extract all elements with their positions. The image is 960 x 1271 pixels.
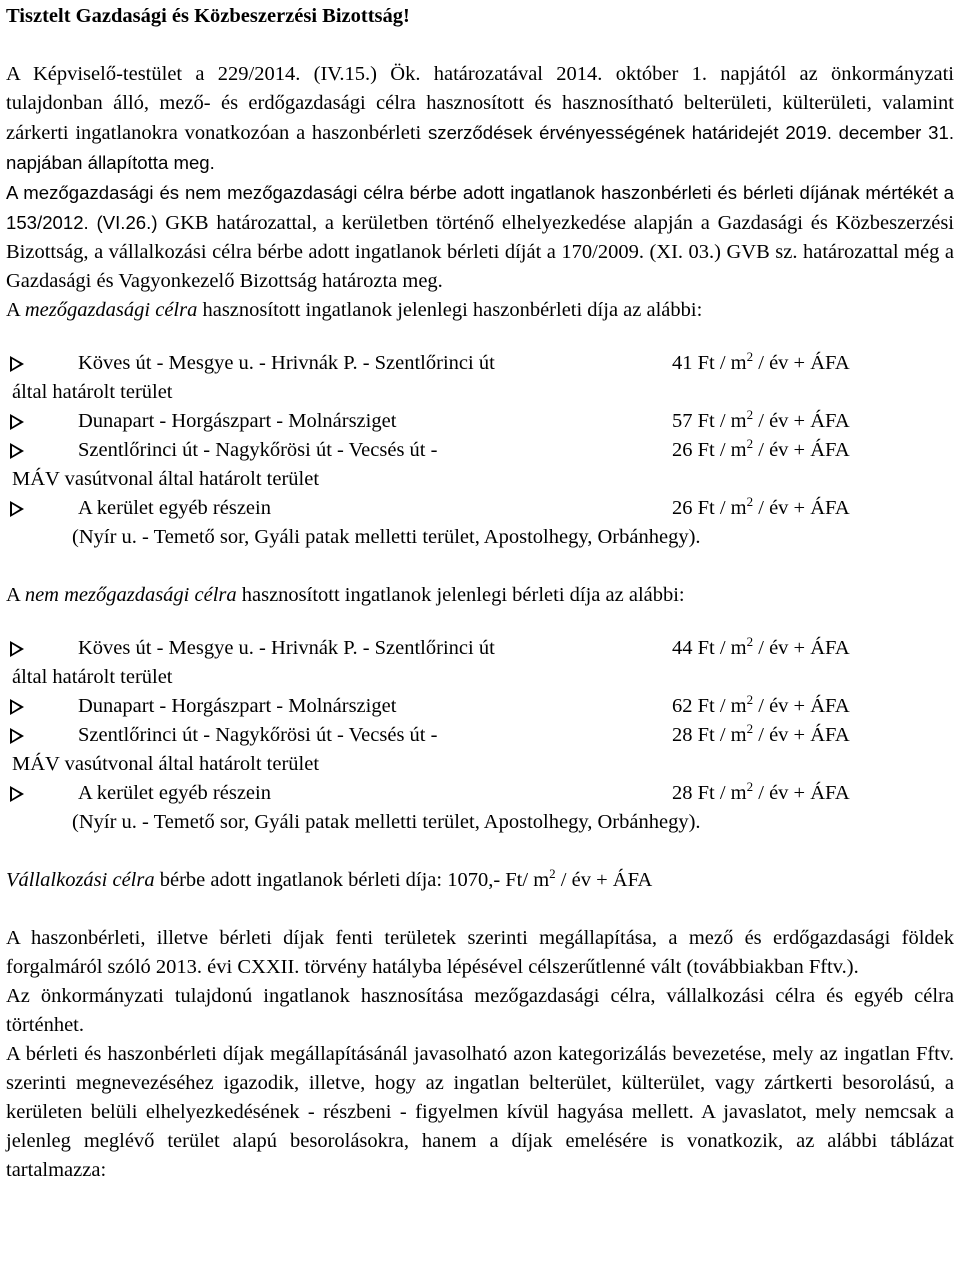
rate-location-text: Dunapart - Horgászpart - Molnársziget [78,695,397,717]
agri-lead-a: A [6,299,25,321]
business-rate-line [6,866,954,895]
rate-value-a: 26 Ft / m [672,439,747,461]
rate-location [78,779,672,808]
business-sup: 2 [549,866,556,881]
rate-value-b: / év + ÁFA [753,782,850,804]
rate-value-a: 62 Ft / m [672,695,747,717]
rate-value-b: / év + ÁFA [753,410,850,432]
rate-value-sup: 2 [746,721,754,736]
rate-value-sup: 2 [746,494,754,509]
closing-paragraph-2: Az önkormányzati tulajdonú ingatlanok hasznosítása mezőgazdasági célra, vállalkozási célra és egyéb célra történhet. [6,985,954,1036]
intro-text-sans-2: A mezőgazdasági és nem mezőgazdasági célra bérbe adott ingatlanok haszonbérleti és bérleti díjának mértékét a 153/2012. (VI.26.) [6,182,954,233]
rate-location [78,494,672,523]
agri-rate-item [6,436,954,494]
nonagri-lead-b: hasznosított ingatlanok jelenlegi bérleti díja az alábbi: [236,584,685,606]
nonagri-note: (Nyír u. - Temető sor, Gyáli patak melletti terület, Apostolhegy, Orbánhegy). [72,811,701,833]
rate-value-a: 44 Ft / m [672,637,747,659]
arrow-bullet-icon-shape [10,786,24,802]
agri-lead [6,296,954,325]
intro-paragraph-1 [6,60,954,178]
agri-rate-item [6,349,954,407]
rate-value [672,692,954,721]
nonagri-lead-a: A [6,584,25,606]
arrow-bullet-icon-shape [10,728,24,744]
rate-location-text: Dunapart - Horgászpart - Molnársziget [78,410,397,432]
nonagri-rate-list [6,634,954,808]
rate-value [672,436,954,465]
rate-value-sup: 2 [746,779,754,794]
rate-location-continuation: MÁV vasútvonal által határolt terület [12,753,320,775]
rate-location [12,436,672,494]
intro-text-serif: A Képviselő-testület a 229/2014. (IV.15.) Ök. határozatával 2014. október 1. napjától az önkormányzati tulajdonban álló, mező- és erdőgazdasági célra hasznosított és hasznosítható belterületi, külterületi, valamint zárkerti ingatlanokra vonatkozóan a haszonbérleti [6,63,954,144]
salutation-heading: Tisztelt Gazdasági és Közbeszerzési Bizottság! [6,5,410,27]
agri-lead-b: hasznosított ingatlanok jelenlegi haszonbérleti díja az alábbi: [197,299,703,321]
rate-value-b: / év + ÁFA [753,695,850,717]
rate-location [12,349,672,407]
rate-value [672,494,954,523]
rate-value-b: / év + ÁFA [753,439,850,461]
arrow-bullet-icon [6,436,78,465]
rate-value-b: / év + ÁFA [753,352,850,374]
arrow-bullet-icon [6,494,78,523]
arrow-bullet-icon [6,634,78,663]
rate-value-b: / év + ÁFA [753,724,850,746]
rate-value-sup: 2 [746,407,754,422]
agri-rate-list [6,349,954,523]
rate-location [78,407,672,436]
rate-value-b: / év + ÁFA [753,497,850,519]
rate-value-sup: 2 [746,634,754,649]
rate-value-a: 28 Ft / m [672,724,747,746]
rate-location-text: A kerület egyéb részein [78,782,271,804]
rate-location-text: Szentlőrinci út - Nagykőrösi út - Vecsés út - [78,439,438,461]
business-text-a: bérbe adott ingatlanok bérleti díja: 1070,- Ft/ m [154,869,550,891]
intro-paragraph-2 [6,178,954,296]
rate-value-sup: 2 [746,436,754,451]
agri-note: (Nyír u. - Temető sor, Gyáli patak melletti terület, Apostolhegy, Orbánhegy). [72,526,701,548]
arrow-bullet-icon-shape [10,641,24,657]
rate-value-b: / év + ÁFA [753,637,850,659]
rate-value-a: 57 Ft / m [672,410,747,432]
nonagri-rate-item [6,692,954,721]
intro-text-serif-2: GKB határozattal, a kerületben történő elhelyezkedése alapján a Gazdasági és Közbeszerzési Bizottság, a vállalkozási célra bérbe adott ingatlanok bérleti díját a 170/2009. (XI. 03.) GVB sz. határozattal még a Gazdasági és Vagyonkezelő Bizottság határozta meg. [6,212,954,292]
nonagri-rate-item [6,634,954,692]
rate-value-sup: 2 [746,349,754,364]
agri-rate-item [6,494,954,523]
intro-text-sans: szerződések érvényességének határidejét 2019. december 31. napjában állapította meg. [6,122,954,173]
rate-location-continuation: MÁV vasútvonal által határolt terület [12,468,320,490]
business-text-b: / év + ÁFA [555,869,653,891]
rate-value [672,349,954,378]
arrow-bullet-icon-shape [10,356,24,372]
arrow-bullet-icon-shape [10,443,24,459]
nonagri-lead-em: nem mezőgazdasági célra [24,584,237,606]
nonagri-lead [6,581,954,610]
arrow-bullet-icon [6,349,78,378]
rate-value-a: 41 Ft / m [672,352,747,374]
arrow-bullet-icon-shape [10,699,24,715]
rate-value [672,634,954,663]
rate-location [78,692,672,721]
rate-location [12,721,672,779]
arrow-bullet-icon-shape [10,414,24,430]
arrow-bullet-icon [6,779,78,808]
rate-location [12,634,672,692]
arrow-bullet-icon [6,721,78,750]
rate-value [672,779,954,808]
agri-lead-em: mezőgazdasági célra [24,299,198,321]
nonagri-rate-item [6,779,954,808]
rate-location-text: Köves út - Mesgye u. - Hrivnák P. - Szentlőrinci út [78,637,495,659]
arrow-bullet-icon-shape [10,501,24,517]
rate-value [672,407,954,436]
rate-value [672,721,954,750]
arrow-bullet-icon [6,692,78,721]
agri-rate-item [6,407,954,436]
rate-location-continuation: által határolt terület [12,666,173,688]
rate-location-text: Szentlőrinci út - Nagykőrösi út - Vecsés út - [78,724,438,746]
nonagri-rate-item [6,721,954,779]
rate-location-continuation: által határolt terület [12,381,173,403]
rate-value-a: 28 Ft / m [672,782,747,804]
closing-paragraph-1: A haszonbérleti, illetve bérleti díjak fenti területek szerinti megállapítása, a mező és erdőgazdasági földek forgalmáról szóló 2013. évi CXXII. törvény hatályba lépésével célszerűtlenné vált (továbbiakban Fftv.). [6,927,954,978]
business-em: Vállalkozási célra [6,869,155,891]
rate-value-sup: 2 [746,692,754,707]
closing-paragraph-3: A bérleti és haszonbérleti díjak megállapításánál javasolható azon kategorizálás bevezetése, mely az ingatlan Fftv. szerinti megnevezéséhez igazodik, illetve, hogy az ingatlan belterület, külterület, vagy zártkerti besorolású, a kerületen belüli elhelyezkedésének - részbeni - figyelmen kívül hagyása mellett. A javaslatot, mely nemcsak a jelenleg meglévő terület alapú besorolásokra, hanem a díjak emelésére is vonatkozik, az alábbi táblázat tartalmazza: [6,1043,954,1181]
arrow-bullet-icon [6,407,78,436]
rate-value-a: 26 Ft / m [672,497,747,519]
rate-location-text: Köves út - Mesgye u. - Hrivnák P. - Szentlőrinci út [78,352,495,374]
rate-location-text: A kerület egyéb részein [78,497,271,519]
